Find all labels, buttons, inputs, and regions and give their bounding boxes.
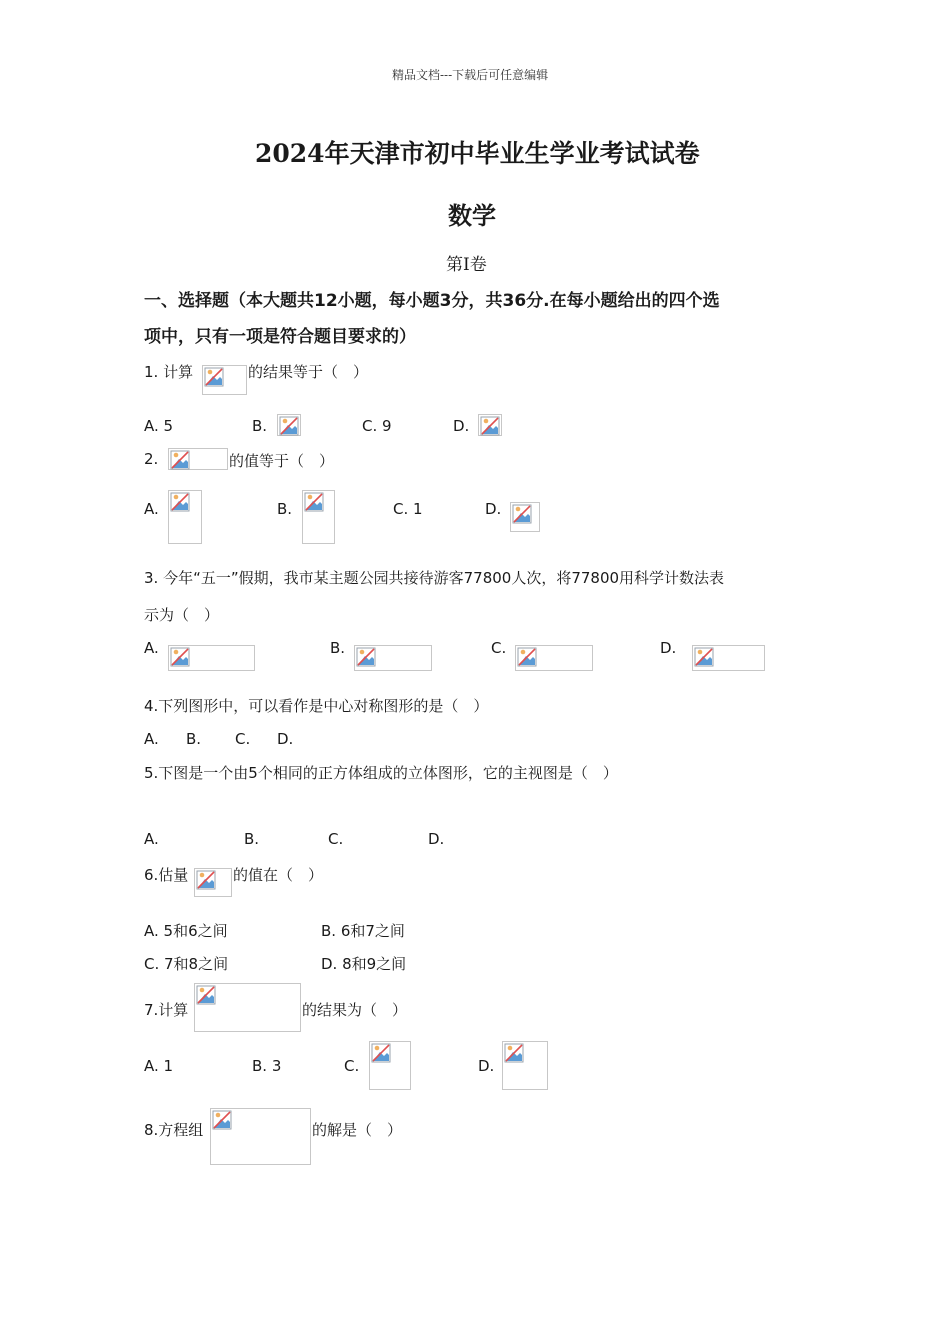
q7-formula-image — [194, 983, 301, 1032]
q3-option-a: A. — [144, 639, 159, 657]
q6-formula-image — [194, 868, 232, 897]
q2-option-b: B. — [277, 500, 293, 518]
q5-option-d: D. — [428, 830, 445, 848]
q6-suffix: 的值在（ ） — [233, 866, 324, 884]
q6-option-c: C. 7和8之间 — [144, 955, 229, 973]
q1-option-c: C. 9 — [362, 417, 392, 435]
q7-option-a: A. 1 — [144, 1057, 174, 1075]
broken-image-icon — [196, 985, 216, 1005]
broken-image-icon — [170, 450, 190, 470]
q7-prefix: 7.计算 — [144, 1001, 189, 1019]
q5-text: 5.下图是一个由5个相同的正方体组成的立体图形，它的主视图是（ ） — [144, 764, 618, 782]
broken-image-icon — [694, 647, 714, 667]
q2-option-d: D. — [485, 500, 502, 518]
q2-option-a: A. — [144, 500, 159, 518]
q1-option-b-image — [277, 414, 301, 436]
q5-option-b: B. — [244, 830, 260, 848]
q1-suffix: 的结果等于（ ） — [248, 363, 369, 381]
q3-option-c: C. — [491, 639, 507, 657]
broken-image-icon — [204, 367, 224, 387]
q3-option-d: D. — [660, 639, 677, 657]
broken-image-icon — [212, 1110, 232, 1130]
q7-suffix: 的结果为（ ） — [302, 1001, 408, 1019]
q2-option-a-image — [168, 490, 202, 544]
q3-option-a-image — [168, 645, 255, 671]
q8-suffix: 的解是（ ） — [312, 1121, 403, 1139]
broken-image-icon — [279, 416, 299, 436]
q4-option-d: D. — [277, 730, 294, 748]
broken-image-icon — [517, 647, 537, 667]
q7-option-c-image — [369, 1041, 411, 1090]
q4-option-a: A. — [144, 730, 159, 748]
broken-image-icon — [170, 492, 190, 512]
q6-prefix: 6.估量 — [144, 866, 189, 884]
q4-option-b: B. — [186, 730, 202, 748]
q1-option-d: D. — [453, 417, 470, 435]
q6-option-b: B. 6和7之间 — [321, 922, 405, 940]
q3-option-d-image — [692, 645, 765, 671]
q3-option-b-image — [354, 645, 432, 671]
broken-image-icon — [356, 647, 376, 667]
q3-option-b: B. — [330, 639, 346, 657]
q2-suffix: 的值等于（ ） — [229, 452, 335, 470]
q4-option-c: C. — [235, 730, 251, 748]
q1-option-d-image — [478, 414, 502, 436]
q2-option-b-image — [302, 490, 335, 544]
q7-option-d-image — [502, 1041, 548, 1090]
q8-prefix: 8.方程组 — [144, 1121, 204, 1139]
broken-image-icon — [170, 647, 190, 667]
section-instruction-line1: 一、选择题（本大题共12小题，每小题3分，共36分.在每小题给出的四个选 — [144, 291, 720, 311]
broken-image-icon — [304, 492, 324, 512]
q2-formula-image — [168, 448, 228, 470]
q5-option-a: A. — [144, 830, 159, 848]
broken-image-icon — [196, 870, 216, 890]
q3-text-line1: 3. 今年“五一”假期，我市某主题公园共接待游客77800人次，将77800用科学计数法表 — [144, 569, 725, 587]
q2-option-d-image — [510, 502, 540, 532]
broken-image-icon — [512, 504, 532, 524]
q3-text-line2: 示为（ ） — [144, 606, 220, 624]
broken-image-icon — [480, 416, 500, 436]
exam-title: 2024年天津市初中毕业生学业考试试卷 — [255, 139, 700, 168]
subject-title: 数学 — [448, 201, 496, 230]
q7-option-c: C. — [344, 1057, 360, 1075]
page-header: 精品文档---下载后可任意编辑 — [392, 68, 549, 82]
q2-option-c: C. 1 — [393, 500, 423, 518]
q1-formula-image — [202, 365, 247, 395]
section-instruction-line2: 项中，只有一项是符合题目要求的） — [144, 327, 416, 347]
q7-option-b: B. 3 — [252, 1057, 282, 1075]
q6-option-a: A. 5和6之间 — [144, 922, 228, 940]
q2-prefix: 2. — [144, 450, 159, 468]
q1-prefix: 1. 计算 — [144, 363, 194, 381]
q6-option-d: D. 8和9之间 — [321, 955, 407, 973]
q8-formula-image — [210, 1108, 311, 1165]
volume-label: 第Ⅰ卷 — [446, 255, 487, 275]
q4-text: 4.下列图形中，可以看作是中心对称图形的是（ ） — [144, 697, 489, 715]
q1-option-b: B. — [252, 417, 268, 435]
q7-option-d: D. — [478, 1057, 495, 1075]
broken-image-icon — [504, 1043, 524, 1063]
broken-image-icon — [371, 1043, 391, 1063]
q1-option-a: A. 5 — [144, 417, 174, 435]
q5-option-c: C. — [328, 830, 344, 848]
q3-option-c-image — [515, 645, 593, 671]
